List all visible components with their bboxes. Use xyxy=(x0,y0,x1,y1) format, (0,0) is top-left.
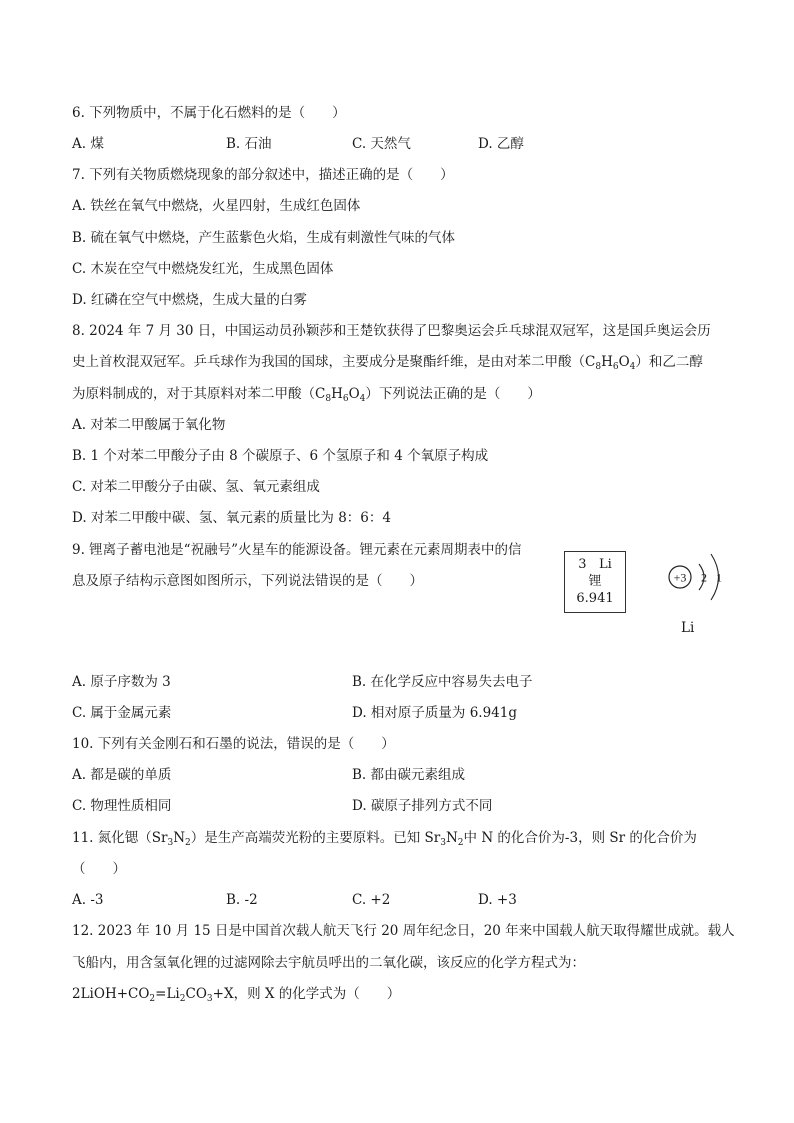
q10-option-c: C. 物理性质相同 xyxy=(72,798,172,814)
q6-option-a: A. 煤 xyxy=(72,136,104,152)
shell2-electrons: 1 xyxy=(716,570,722,585)
q9-stem-line1: 9. 锂离子蓄电池是“祝融号”火星车的能源设备。锂元素在元素周期表中的信 xyxy=(72,542,522,558)
element-symbol: Li xyxy=(598,557,612,572)
q6-option-c: C. 天然气 xyxy=(352,136,411,152)
q8-option-d: D. 对苯二甲酸中碳、氢、氧元素的质量比为 8：6：4 xyxy=(72,510,391,526)
atom-diagram-label: Li xyxy=(681,620,695,636)
q9-option-c: C. 属于金属元素 xyxy=(72,705,172,721)
q8-option-b: B. 1 个对苯二甲酸分子由 8 个碳原子、6 个氢原子和 4 个氧原子构成 xyxy=(72,448,489,464)
atomic-mass: 6.941 xyxy=(576,591,614,606)
q7-stem: 7. 下列有关物质燃烧现象的部分叙述中，描述正确的是（ ） xyxy=(72,167,454,183)
q9-stem-line2: 息及原子结构示意图如图所示，下列说法错误的是（ ） xyxy=(72,573,423,589)
q7-option-b: B. 硫在氧气中燃烧，产生蓝紫色火焰，生成有刺激性气味的气体 xyxy=(72,230,456,246)
q11-option-c: C. +2 xyxy=(352,892,391,908)
shell1-electrons: 2 xyxy=(701,570,707,585)
q7-option-a: A. 铁丝在氧气中燃烧，火星四射，生成红色固体 xyxy=(72,198,361,214)
q8-stem-line2: 史上首枚混双冠军。乒乓球作为我国的国球，主要成分是聚酯纤维，是由对苯二甲酸$(C_8H_6O_4)$和乙二醇 xyxy=(72,354,703,372)
q10-option-a: A. 都是碳的单质 xyxy=(72,767,172,783)
atomic-structure-diagram xyxy=(660,540,730,615)
q6-option-b: B. 石油 xyxy=(226,136,272,152)
q10-stem: 10. 下列有关金刚石和石墨的说法，错误的是（ ） xyxy=(72,736,395,752)
q8-stem-line1: 8. 2024 年 7 月 30 日，中国运动员孙颖莎和王楚钦获得了巴黎奥运会乒乓球混双冠军，这是国乒奥运会历 xyxy=(72,323,711,339)
q12-stem-line3: $2LiOH+CO_2=Li_2CO_3+X$，则 X 的化学式为（ ） xyxy=(72,986,401,1004)
q7-option-c: C. 木炭在空气中燃烧发红光，生成黑色固体 xyxy=(72,261,334,277)
nucleus-charge: +3 xyxy=(673,570,687,585)
q10-option-d: D. 碳原子排列方式不同 xyxy=(352,798,493,814)
q8-option-a: A. 对苯二甲酸属于氧化物 xyxy=(72,417,226,433)
q6-stem: 6. 下列物质中，不属于化石燃料的是（ ） xyxy=(72,105,346,121)
q12-stem-line1: 12. 2023 年 10 月 15 日是中国首次载人航天飞行 20 周年纪念日，20 年来中国载人航天取得耀世成就。载人 xyxy=(72,923,735,939)
q11-option-b: B. -2 xyxy=(226,892,258,908)
q8-stem-line3: 为原料制成的，对于其原料对苯二甲酸$(C_8H_6O_4)$下列说法正确的是（ ） xyxy=(72,386,541,404)
q12-stem-line2: 飞船内，用含氢氧化锂的过滤网除去宇航员呼出的二氧化碳，该反应的化学方程式为： xyxy=(72,955,585,971)
q8-option-c: C. 对苯二甲酸分子由碳、氢、氧元素组成 xyxy=(72,479,320,495)
periodic-table-cell xyxy=(564,551,626,613)
q11-stem-line1: 11. 氮化锶$(Sr_3N_2)$是生产高端荧光粉的主要原料。已知 $Sr_3N_2$中 N 的化合价为-3，则 Sr 的化合价为 xyxy=(72,830,697,848)
atomic-number: 3 xyxy=(578,557,587,572)
q7-option-d: D. 红磷在空气中燃烧，生成大量的白雾 xyxy=(72,292,307,308)
q11-option-a: A. -3 xyxy=(72,892,104,908)
q11-option-d: D. +3 xyxy=(478,892,517,908)
element-name: 锂 xyxy=(588,574,602,589)
q10-option-b: B. 都由碳元素组成 xyxy=(352,767,466,783)
q9-option-a: A. 原子序数为 3 xyxy=(72,674,171,690)
q6-option-d: D. 乙醇 xyxy=(478,136,524,152)
q9-option-b: B. 在化学反应中容易失去电子 xyxy=(352,674,533,690)
q11-stem-line2: （ ） xyxy=(72,861,126,877)
q9-option-d: D. 相对原子质量为 6.941g xyxy=(352,705,518,721)
